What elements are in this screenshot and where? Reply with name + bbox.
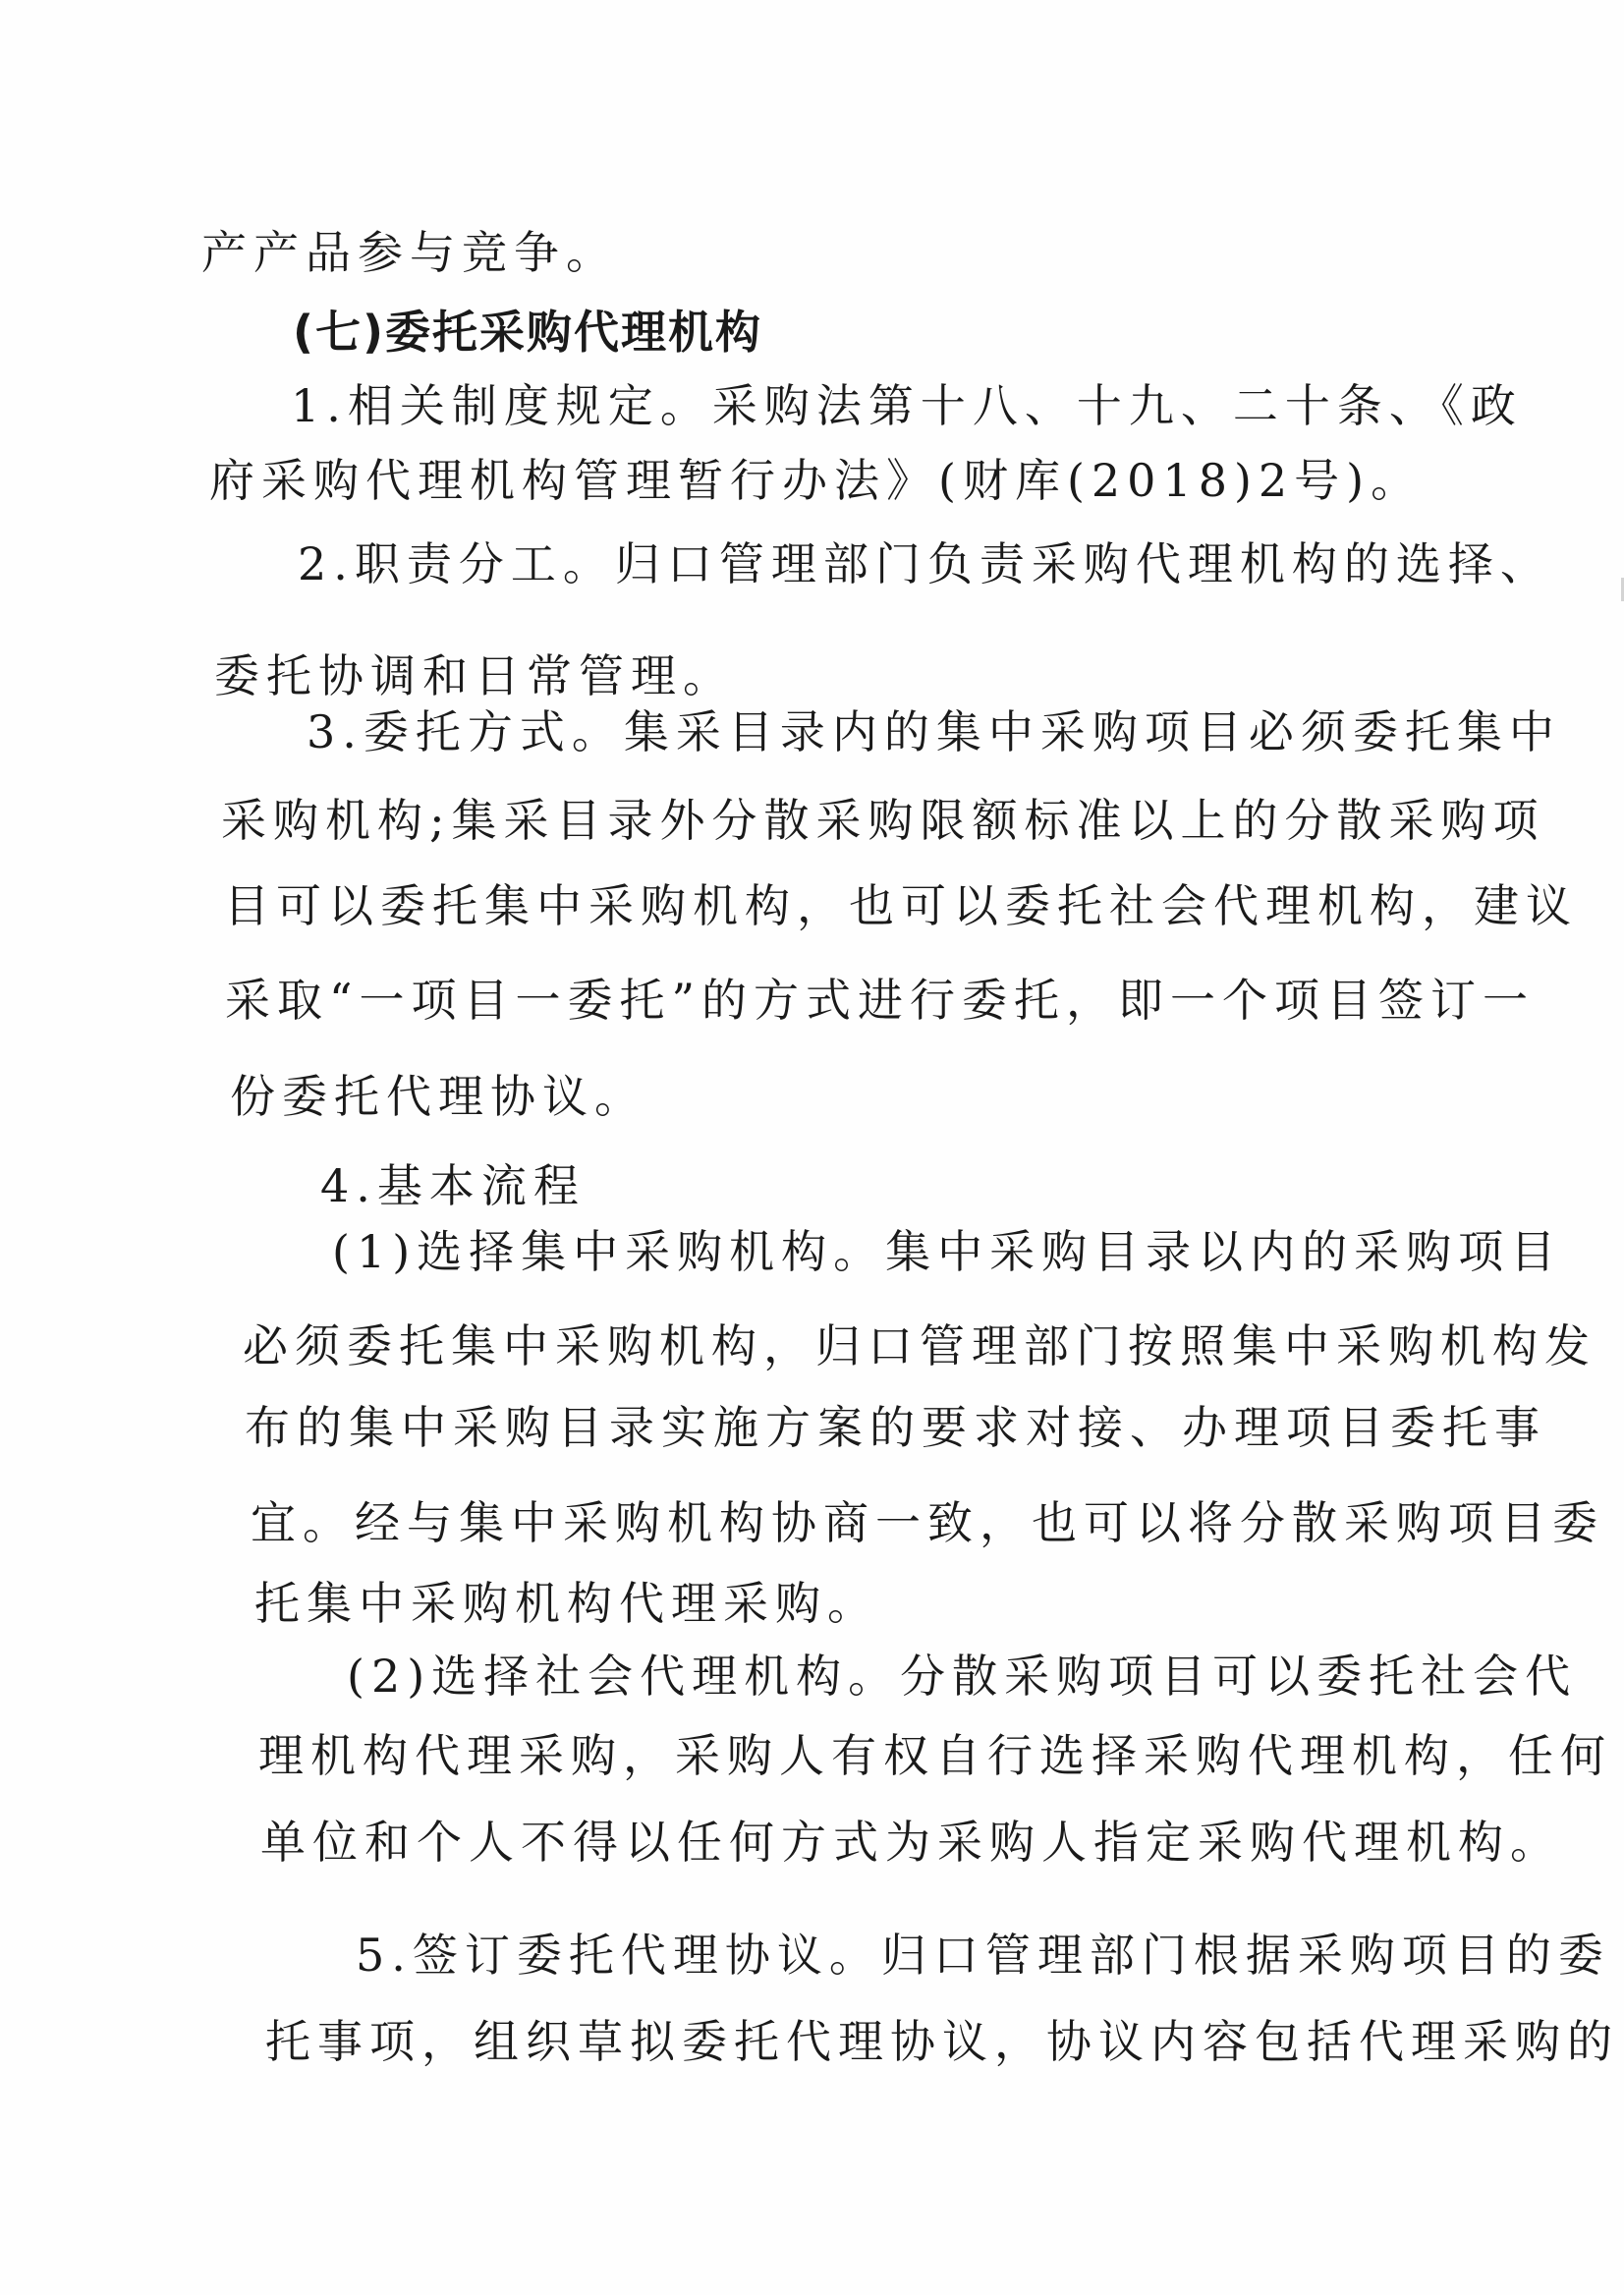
text-line-item-1: 1.相关制度规定。采购法第十八、十九、二十条、《政: [291, 379, 1523, 432]
text-line: 理机构代理采购，采购人有权自行选择采购代理机构，任何: [258, 1729, 1612, 1782]
text-line-item-5: 5.签订委托代理协议。归口管理部门根据采购项目的委: [356, 1929, 1610, 1982]
text-line-subitem-2: (2)选择社会代理机构。分散采购项目可以委托社会代: [347, 1650, 1578, 1703]
text-line: 目可以委托集中采购机构，也可以委托社会代理机构，建议: [224, 879, 1578, 932]
text-line: 采取“一项目一委托”的方式进行委托，即一个项目签订一: [225, 974, 1536, 1027]
text-line: 府采购代理机构管理暂行办法》(财库(2018)2号)。: [209, 454, 1424, 507]
section-heading: (七)委托采购代理机构: [293, 306, 763, 359]
text-line-item-2: 2.职责分工。归口管理部门负责采购代理机构的选择、: [298, 537, 1552, 590]
text-line-continuation: 产产品参与竞争。: [201, 226, 618, 279]
text-line: 必须委托集中采购机构，归口管理部门按照集中采购机构发: [243, 1319, 1596, 1372]
text-line: 托事项，组织草拟委托代理协议，协议内容包括代理采购的: [265, 2015, 1619, 2068]
text-line-item-4: 4.基本流程: [320, 1159, 586, 1212]
text-line-subitem-1: (1)选择集中采购机构。集中采购目录以内的采购项目: [332, 1225, 1563, 1278]
text-line: 份委托代理协议。: [230, 1070, 646, 1123]
text-line-item-3: 3.委托方式。集采目录内的集中采购项目必须委托集中: [307, 705, 1561, 758]
text-line: 采购机构;集采目录外分散采购限额标准以上的分散采购项: [221, 794, 1545, 847]
text-line: 托集中采购机构代理采购。: [254, 1577, 879, 1630]
text-line: 布的集中采购目录实施方案的要求对接、办理项目委托事: [245, 1401, 1546, 1454]
text-line: 单位和个人不得以任何方式为采购人指定采购代理机构。: [260, 1816, 1562, 1869]
text-line: 委托协调和日常管理。: [214, 649, 735, 702]
text-line: 宜。经与集中采购机构协商一致，也可以将分散采购项目委: [251, 1496, 1604, 1549]
